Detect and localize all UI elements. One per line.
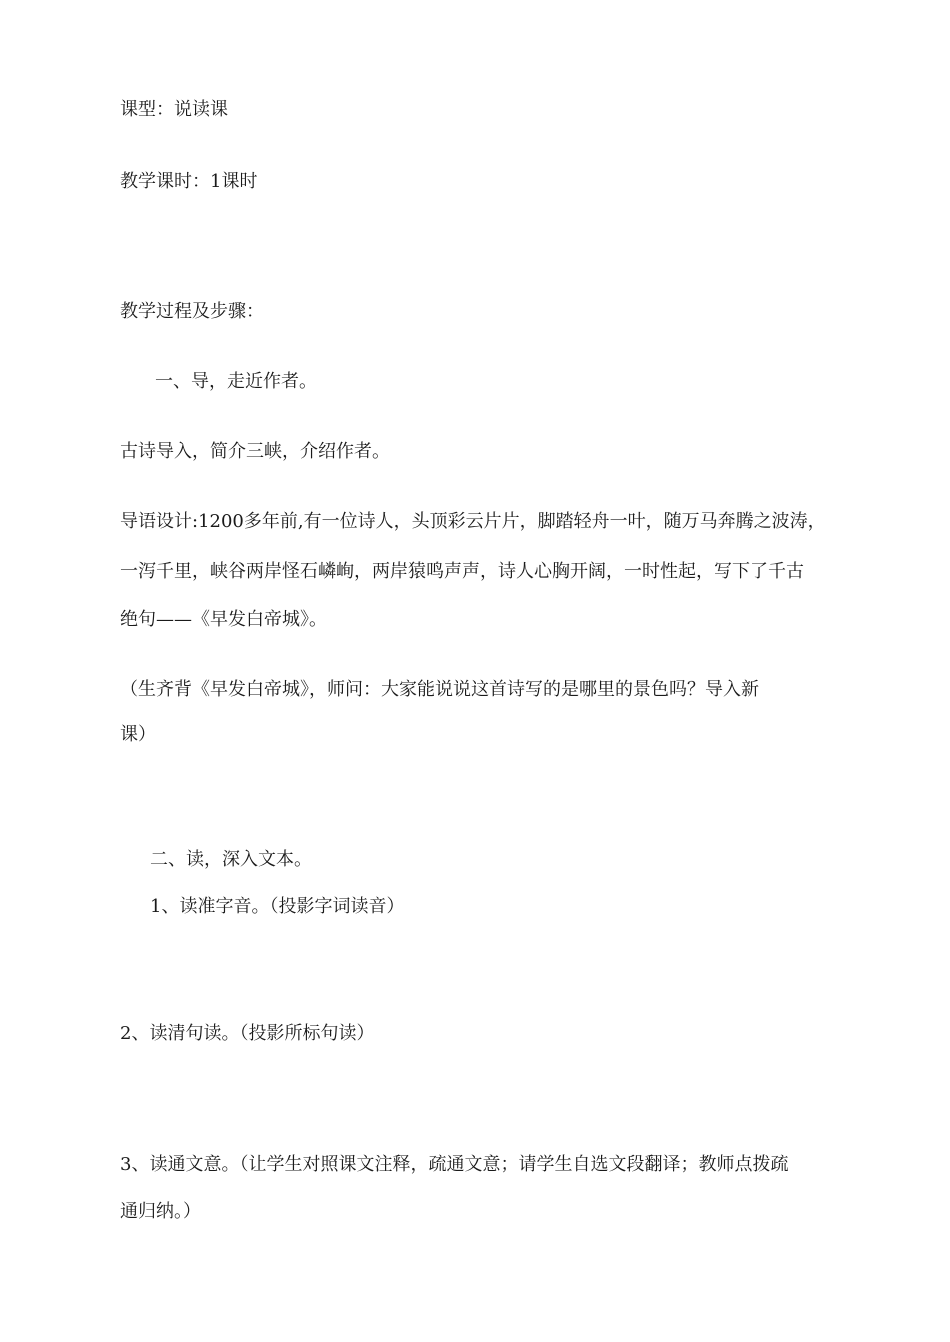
section2-title: 二、读，深入文本。 <box>150 849 312 870</box>
step1: 1、读准字音。（投影字词读音） <box>150 896 405 917</box>
section1-intro: 古诗导入，简介三峡，介绍作者。 <box>120 441 390 462</box>
lead-design-line3: 绝句——《早发白帝城》。 <box>120 609 327 630</box>
note-line1: （生齐背《早发白帝城》，师问：大家能说说这首诗写的是哪里的景色吗？导入新 <box>120 679 759 700</box>
process-heading: 教学过程及步骤： <box>120 301 264 322</box>
class-hours: 教学课时：1课时 <box>120 171 258 192</box>
step2: 2、读清句读。（投影所标句读） <box>120 1023 375 1044</box>
section1-title: 一、导，走近作者。 <box>155 371 317 392</box>
note-line2: 课） <box>120 724 156 745</box>
lead-design-line2: 一泻千里，峡谷两岸怪石嶙峋，两岸猿鸣声声，诗人心胸开阔，一时性起，写下了千古 <box>120 561 804 582</box>
step3-line1: 3、读通文意。（让学生对照课文注释，疏通文意；请学生自选文段翻译；教师点拨疏 <box>120 1154 789 1175</box>
lead-design-line1: 导语设计:1200多年前,有一位诗人，头顶彩云片片，脚踏轻舟一叶，随万马奔腾之波涛， <box>120 511 826 532</box>
step3-line2: 通归纳。） <box>120 1201 201 1222</box>
course-type: 课型：说读课 <box>120 99 228 120</box>
